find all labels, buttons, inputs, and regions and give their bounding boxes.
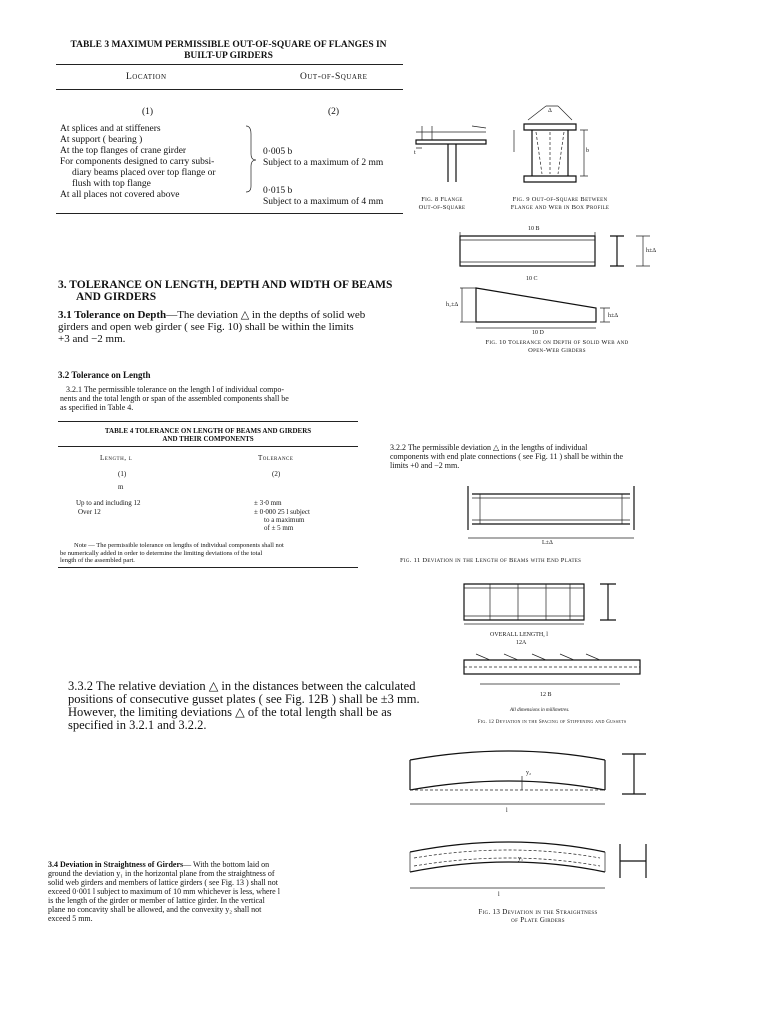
table4-unit: m <box>118 483 124 491</box>
section34-text: exceed 5 mm. <box>48 914 93 923</box>
section322-text: limits +0 and −2 mm. <box>390 461 460 470</box>
fig10-caption-line1: Fig. 10 Tolerance on Depth of Solid Web and <box>485 339 629 346</box>
table3-locations <box>60 124 245 201</box>
section321-text: 3.2.1 The permissible tolerance on the length l of individual compo- <box>66 385 285 394</box>
section34-text: — With the bottom laid on <box>183 860 270 869</box>
table4-note-line: be numerically added in order to determine the limiting deviations of the total <box>60 549 263 557</box>
fig9-caption <box>500 196 620 211</box>
fig13-l-bottom: l <box>498 892 500 898</box>
table3-row: At the top flanges of crane girder <box>60 146 187 156</box>
table3-value1-note: Subject to a maximum of 2 mm <box>263 158 384 168</box>
svg-text:b: b <box>586 148 589 154</box>
fig13-y1: y₁ <box>518 856 524 862</box>
fig8-caption-line1: Fig. 8 Flange <box>421 196 463 203</box>
fig10-drawing <box>440 222 670 334</box>
fig8-caption <box>407 196 477 211</box>
table4-title-line2: AND THEIR COMPONENTS <box>162 435 254 443</box>
table3-bottom-rule <box>56 213 403 214</box>
section332-text: specified in 3.2.1 and 3.2.2. <box>68 718 207 732</box>
table3-top-rule <box>56 64 403 65</box>
fig10-label-mid: 10 C <box>526 276 538 282</box>
fig11-label: L±Δ <box>542 540 553 546</box>
fig9-drawing <box>506 102 606 192</box>
table3-value2-text: 0·015 b <box>263 186 293 196</box>
section32-title: 3.2 Tolerance on Length <box>58 370 151 380</box>
table3-title-line2: BUILT-UP GIRDERS <box>184 51 273 61</box>
section321-text: nents and the total length or span of the assembled components shall be <box>60 394 289 403</box>
fig12-label-b: 12 B <box>540 692 552 698</box>
section322-text: components with end plate connections ( see Fig. 11 ) shall be within the <box>390 452 623 461</box>
fig11-caption: Fig. 11 Deviation in the Length of Beams with End Plates <box>400 557 582 564</box>
section322-text: 3.2.2 The permissible deviation △ in the lengths of individual <box>390 443 588 452</box>
section332-text: 3.3.2 The relative deviation △ in the distances between the calculated <box>68 679 416 693</box>
svg-text:h₁±Δ: h₁±Δ <box>446 302 459 308</box>
fig10-caption <box>452 339 662 354</box>
fig10-label-bottom: 10 D <box>532 330 544 336</box>
table3-col1-header: Location <box>126 72 167 82</box>
table3-row: At all places not covered above <box>60 190 180 200</box>
section31-text: +3 and −2 mm. <box>58 333 126 345</box>
fig11-drawing <box>450 480 660 548</box>
section31 <box>58 309 418 345</box>
table3-value1-text: 0·005 b <box>263 147 293 157</box>
table4-row1-tolerance: ± 3·0 mm <box>254 499 282 507</box>
fig12-drawing <box>460 580 640 720</box>
table4-row2-tol-line: to a maximum <box>264 516 305 524</box>
table3-row: For components designed to carry subsi- <box>60 157 215 167</box>
table4-header-rule <box>58 446 358 447</box>
section34-text: solid web girders and members of lattice girders ( see Fig. 13 ) shall not <box>48 878 278 887</box>
table4-col2-header: Tolerance <box>258 454 294 462</box>
table3-row: At support ( bearing ) <box>60 135 143 145</box>
table3-value2 <box>263 186 383 208</box>
table3-value1 <box>263 147 383 169</box>
section3-heading <box>58 279 418 303</box>
section321 <box>60 385 360 412</box>
section322 <box>390 443 690 470</box>
fig8-caption-line2: Out-of-Square <box>418 203 466 211</box>
table3-row: flush with top flange <box>72 179 151 189</box>
table3-title-line1: TABLE 3 MAXIMUM PERMISSIBLE OUT-OF-SQUARE OF FLANGES IN <box>70 40 387 50</box>
fig10-label-top: 10 B <box>528 226 540 232</box>
fig13-caption <box>428 908 648 924</box>
section34-text: is the length of the girder or member of lattice girder. In the vertical <box>48 896 265 905</box>
table4-row1-length: Up to and including 12 <box>76 499 141 507</box>
table4-row2-tolerance <box>254 508 310 532</box>
table4-title-line1: TABLE 4 TOLERANCE ON LENGTH OF BEAMS AND GIRDERS <box>104 427 312 435</box>
section34-text: exceed 0·001 l subject to maximum of 10 mm whichever is less, where l <box>48 887 280 896</box>
fig12-overall: OVERALL LENGTH, l <box>490 632 548 638</box>
section321-text: as specified in Table 4. <box>60 403 134 412</box>
table3-row: diary beams placed over top flange or <box>72 168 216 178</box>
table3-row: At splices and at stiffeners <box>60 124 161 134</box>
section332-text: positions of consecutive gusset plates ( see Fig. 12B ) shall be ±3 mm. <box>68 692 420 706</box>
table4-col1-header: Length, l <box>100 454 133 462</box>
fig12-note: All dimensions in millimetres. <box>510 708 570 713</box>
svg-text:t: t <box>414 150 416 156</box>
table3-col2-num: (2) <box>328 107 340 117</box>
fig13-y2: y₂ <box>526 770 532 776</box>
section34-text: ground the deviation y₁ in the horizontal plane from the straightness of <box>48 869 275 878</box>
table4-row2-length: Over 12 <box>78 508 101 516</box>
fig12-caption: Fig. 12 Deviation in the Spacing of Stiffening and Gussets <box>477 720 627 725</box>
table3-col2-header: Out-of-Square <box>300 72 368 82</box>
table4-row2-tol-line: of ± 5 mm <box>264 524 294 532</box>
section31-title: 3.1 Tolerance on Depth <box>58 309 167 321</box>
svg-text:h±Δ: h±Δ <box>608 313 619 319</box>
fig12-label-a: 12A <box>516 640 527 646</box>
fig13-caption-line1: Fig. 13 Deviation in the Straightness <box>478 908 598 916</box>
table3-header-rule <box>56 89 403 90</box>
fig10-caption-line2: Open-Web Girders <box>528 346 586 354</box>
section3-heading-line1: 3. TOLERANCE ON LENGTH, DEPTH AND WIDTH OF BEAMS <box>58 279 393 291</box>
section34-title: 3.4 Deviation in Straightness of Girders <box>48 860 184 869</box>
fig9-caption-line2: Flange and Web in Box Profile <box>510 203 610 211</box>
section3-heading-line2: AND GIRDERS <box>76 291 157 303</box>
table4-row2-tol-line: ± 0·000 25 l subject <box>254 508 310 516</box>
svg-text:Δ: Δ <box>548 108 552 114</box>
table4-bottom-rule <box>58 567 358 568</box>
fig10-h-label: h±Δ <box>646 248 657 254</box>
fig8-drawing <box>412 118 492 190</box>
table3-title <box>56 40 401 62</box>
table3-brace <box>244 124 258 194</box>
fig13-drawing <box>400 748 660 900</box>
section31-text: —The deviation △ in the depths of solid web <box>166 309 366 321</box>
table4-title <box>58 427 358 443</box>
fig13-caption-line2: of Plate Girders <box>511 916 565 924</box>
table4-note-line: Note — The permissible tolerance on lengths of individual components shall not <box>74 542 284 549</box>
table4-col2-num: (2) <box>272 470 281 478</box>
section332 <box>68 680 448 732</box>
table4-note <box>60 542 358 565</box>
table4-note-line: length of the assembled part. <box>60 557 135 564</box>
fig13-l-top: l <box>506 808 508 814</box>
section34 <box>48 860 366 923</box>
section31-text: girders and open web girder ( see Fig. 10) shall be within the limits <box>58 321 354 333</box>
fig9-caption-line1: Fig. 9 Out-of-Square Between <box>512 196 608 203</box>
table3-value2-note: Subject to a maximum of 4 mm <box>263 197 384 207</box>
section34-text: plane no concavity shall be allowed, and the convexity y₂ shall not <box>48 905 262 914</box>
table4-col1-num: (1) <box>118 470 127 478</box>
table4-top-rule <box>58 421 358 422</box>
table3-col1-num: (1) <box>142 107 154 117</box>
section332-text: However, the limiting deviations △ of the total length shall be as <box>68 705 392 719</box>
